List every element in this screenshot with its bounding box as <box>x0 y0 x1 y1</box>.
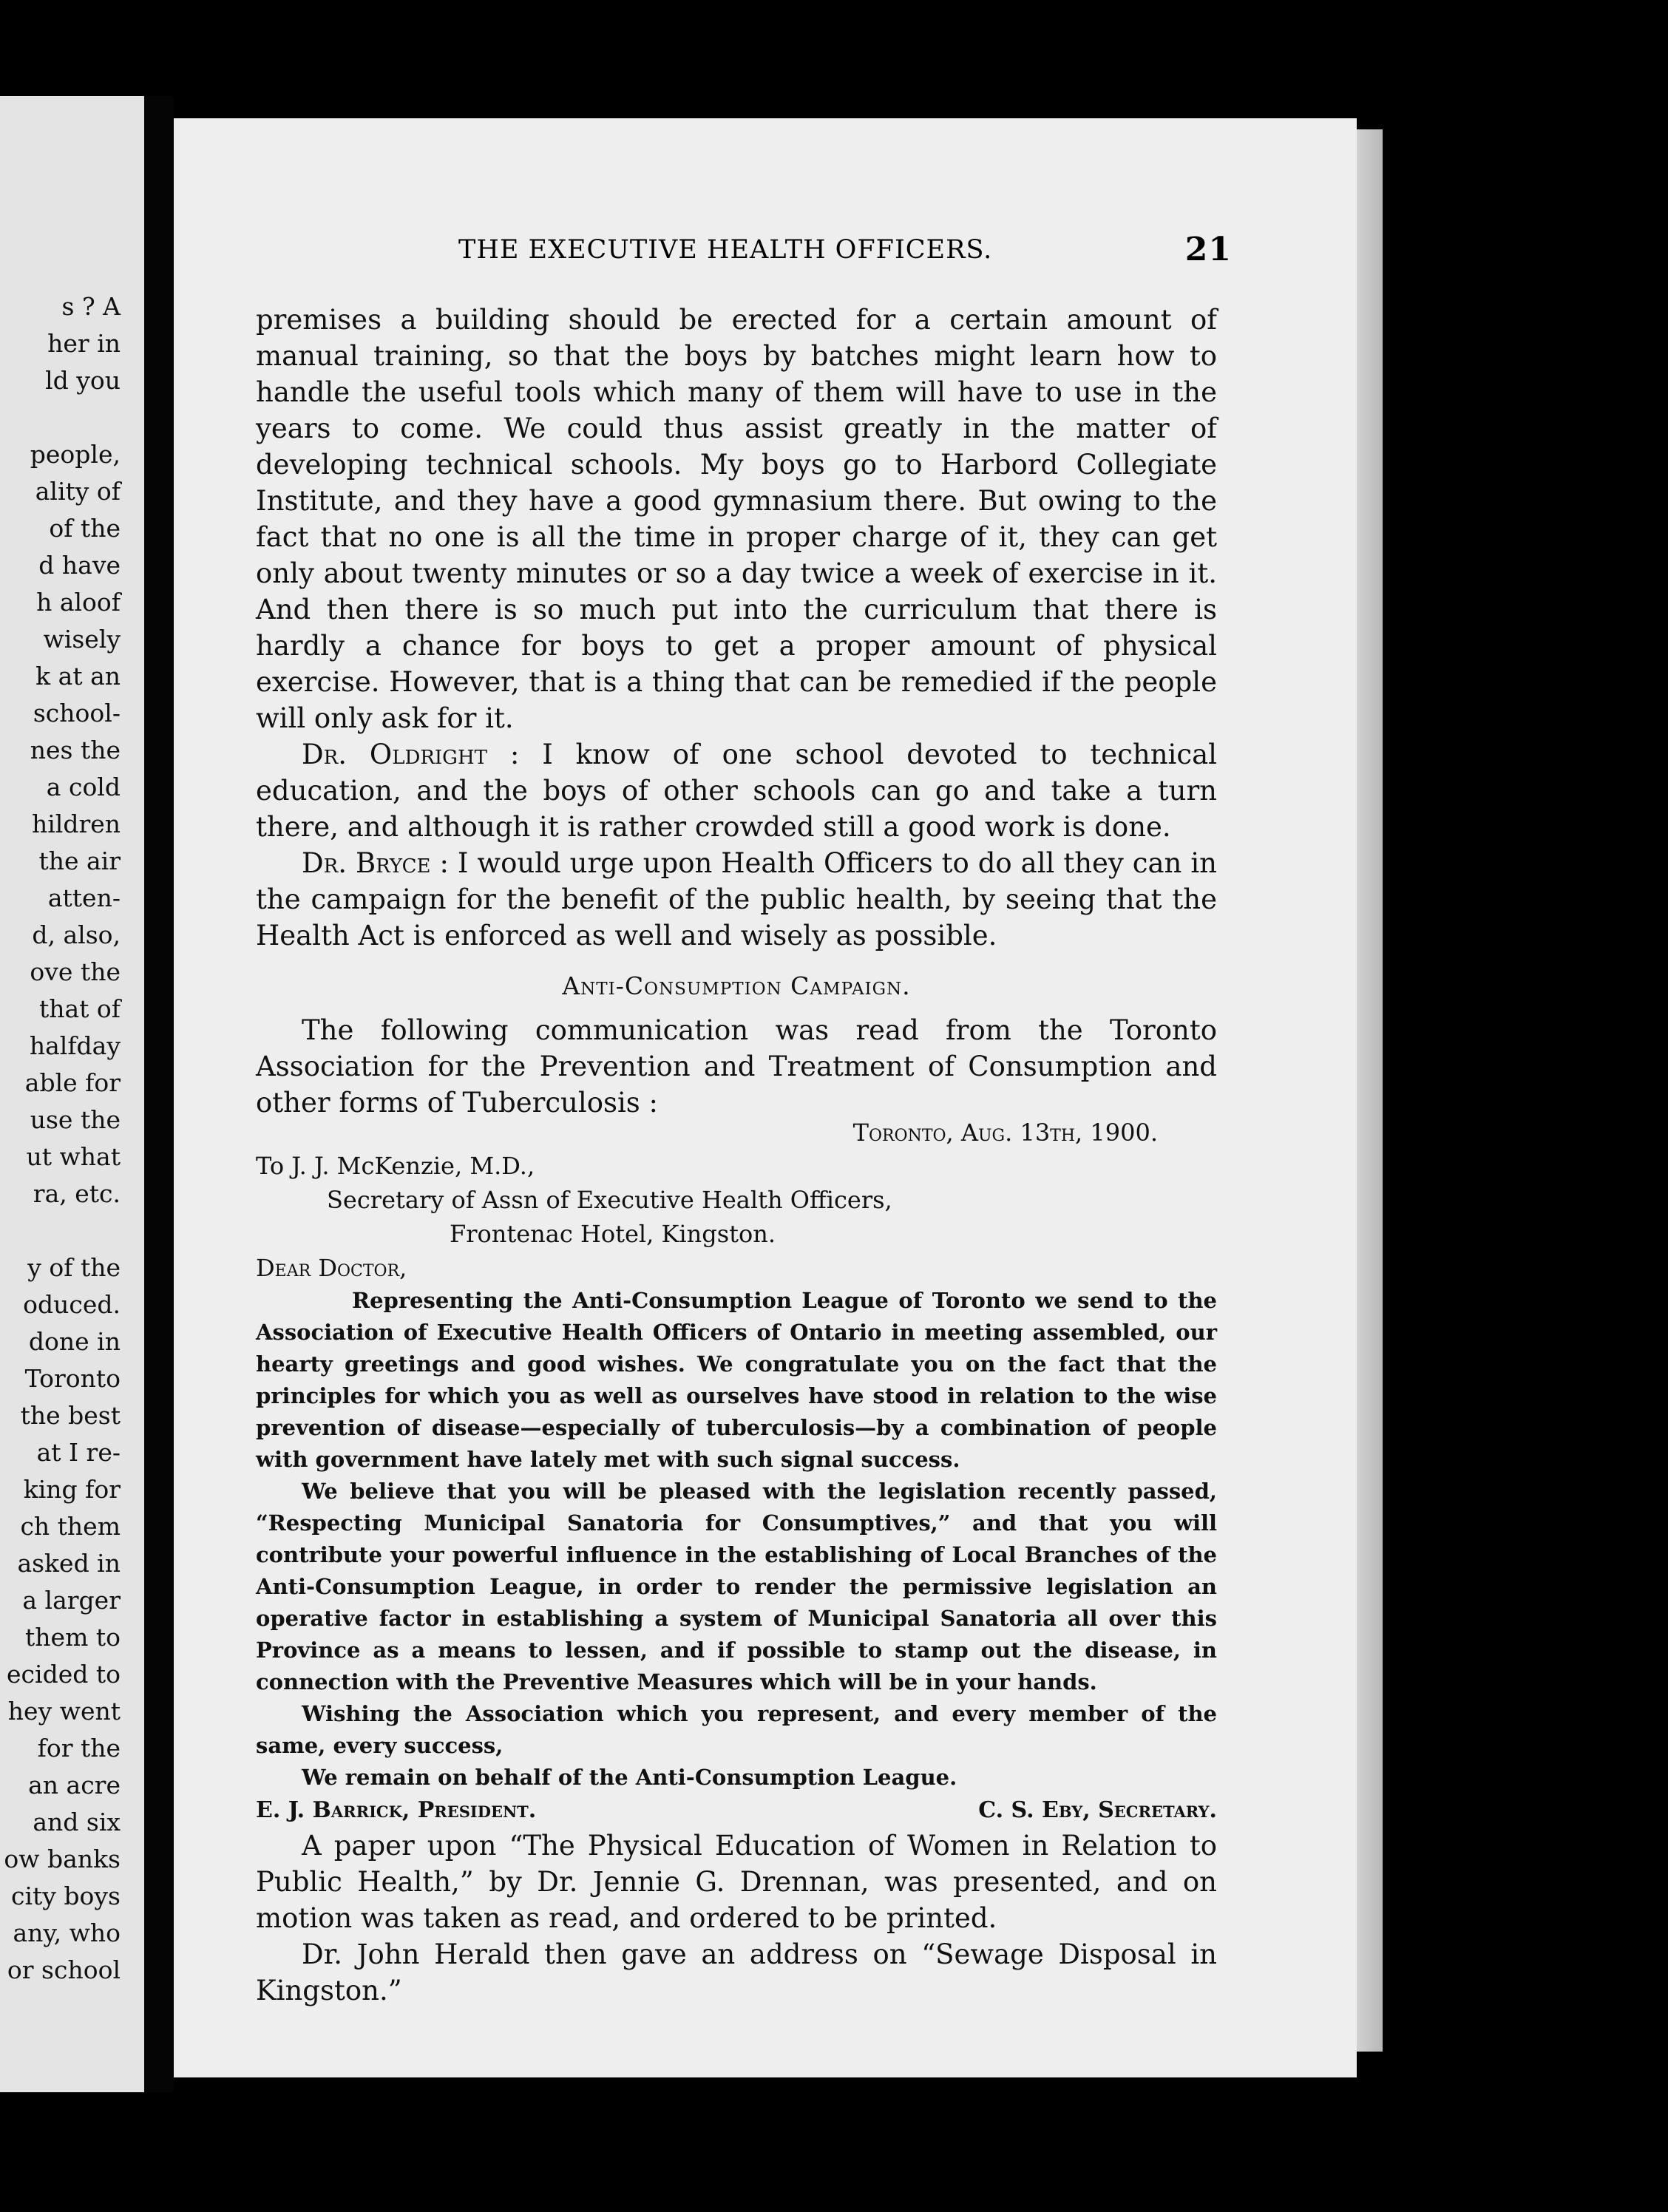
signature-secretary: C. S. Eby, Secretary. <box>978 1797 1217 1823</box>
paragraph-text: I know of one school devoted to technical education, and the boys of other schools can go and take a turn there, and although it is rather crowded still a good work is done. <box>256 739 1217 843</box>
left-page-line: asked in <box>17 1549 121 1578</box>
paragraph: The following communication was read from the Toronto Association for the Prevention and Treatment of Consumption and other forms of Tuberculosis : <box>256 1014 1217 1119</box>
left-page-line: city boys <box>10 1882 121 1910</box>
letter-salutation: Dear Doctor, <box>256 1254 407 1282</box>
left-page-line: Toronto <box>24 1364 121 1393</box>
left-page-line: d, also, <box>32 920 121 949</box>
left-page-line: any, who <box>13 1918 121 1947</box>
left-page-line: that of <box>38 994 121 1023</box>
left-page-line: ality of <box>35 477 121 506</box>
letter-addressee: To J. J. McKenzie, M.D., <box>256 1152 535 1180</box>
left-page-line: ecided to <box>7 1660 121 1689</box>
left-page-line: the air <box>38 847 121 875</box>
left-page-line: use the <box>30 1105 121 1134</box>
left-page-line: d have <box>38 551 121 580</box>
left-page-line: at I re- <box>36 1438 121 1467</box>
page-number: 21 <box>1184 231 1232 268</box>
letter-paragraph: We believe that you will be pleased with the legislation recently passed, “Respecting Municipal Sanatoria for Consumptives,” and that you will contribute your powerful influence in the establishing of Local Branches of the Anti-Consumption League, in order to render the permissive legislation an operative factor in establishing a system of Municipal Sanatoria all over this Province as a means to lessen, and if possible to stamp out the disease, in connection with the Preventive Measures which will be in your hands. <box>256 1479 1217 1694</box>
paragraph: premises a building should be erected for a certain amount of manual training, so that the boys by batches might learn how to handle the useful tools which many of them will have to use in the years to come. We could thus assist greatly in the matter of developing technical schools. My boys go to Harbord Collegiate Institute, and they have a good gymnasium there. But owing to the fact that no one is all the time in proper charge of it, they can get only about twenty minutes or so a day twice a week of exercise in it. And then there is so much put into the curriculum that there is hardly a chance for boys to get a proper amount of physical exercise. However, that is a thing that can be remedied if the people will only ask for it. <box>256 304 1217 734</box>
paragraph <box>256 736 1217 845</box>
speaker: Dr. Oldright : <box>302 739 520 770</box>
left-page-line: them to <box>25 1623 121 1652</box>
left-page-text <box>4 288 121 1989</box>
left-page-line: hey went <box>7 1697 121 1726</box>
signature-president: E. J. Barrick, President. <box>256 1797 537 1823</box>
left-page-line: ove the <box>30 957 121 986</box>
paragraph: Dr. John Herald then gave an address on “Sewage Disposal in Kingston.” <box>256 1938 1217 2006</box>
section-heading: Anti-Consumption Campaign. <box>562 971 911 1000</box>
left-page-line: ut what <box>26 1142 121 1171</box>
left-page-line <box>4 1212 121 1249</box>
left-page-line: ra, etc. <box>33 1179 121 1208</box>
left-page-line: ow banks <box>4 1845 121 1873</box>
left-page-line: wisely <box>43 625 121 654</box>
left-facing-page <box>0 96 152 2092</box>
speaker: Dr. Bryce : <box>302 847 449 879</box>
page-body <box>256 302 1217 2009</box>
left-page-line: oduced. <box>23 1290 121 1319</box>
paragraph: A paper upon “The Physical Education of Women in Relation to Public Health,” by Dr. Jennie G. Drennan, was presented, and on motion was taken as read, and ordered to be printed. <box>256 1830 1217 1934</box>
paragraph <box>256 845 1217 954</box>
letter-address-line: Secretary of Assn of Executive Health Officers, <box>327 1186 892 1214</box>
left-page-line: hildren <box>31 810 121 838</box>
left-page-line: h aloof <box>36 588 121 617</box>
left-page-line: king for <box>23 1475 121 1504</box>
running-head <box>458 231 1232 268</box>
left-page-line: of the <box>49 514 121 543</box>
left-page-line: halfday <box>29 1031 121 1060</box>
left-page-line: a larger <box>22 1586 121 1615</box>
letter-dateline: Toronto, Aug. 13th, 1900. <box>852 1119 1158 1147</box>
left-page-line: ld you <box>45 366 121 395</box>
left-page-line: done in <box>28 1327 121 1356</box>
left-page-line: k at an <box>35 662 121 691</box>
paragraph-text: I would urge upon Health Officers to do all they can in the campaign for the benefit of the public health, by seeing that the Health Act is enforced as well and wisely as possible. <box>256 847 1217 951</box>
running-head-title: THE EXECUTIVE HEALTH OFFICERS. <box>458 235 993 265</box>
left-page-line: her in <box>47 329 121 358</box>
left-page-line: and six <box>33 1808 121 1836</box>
letter-signatures <box>256 1794 1217 1828</box>
left-page-line: nes the <box>30 736 121 764</box>
left-page-line: atten- <box>47 883 121 912</box>
letter-paragraph: We remain on behalf of the Anti-Consumption League. <box>302 1765 957 1790</box>
left-page-line: a cold <box>46 773 121 801</box>
left-page-line: people, <box>30 440 121 469</box>
book-gutter <box>144 96 174 2092</box>
letter-paragraph: Representing the Anti-Consumption League of Toronto we send to the Association of Executive Health Officers of Ontario in meeting assembled, our hearty greetings and good wishes. We congratulate you on the fact that the principles for which you as well as ourselves have stood in relation to the wise prevention of disease—especially of tuberculosis—by a combination of people with government have lately met with such signal success. <box>256 1288 1217 1472</box>
left-page-line: school- <box>33 699 121 727</box>
left-page-line: or school <box>7 1955 121 1984</box>
left-page-line: for the <box>37 1734 121 1763</box>
left-page-line: ch them <box>20 1512 121 1541</box>
letter-address-line: Frontenac Hotel, Kingston. <box>450 1220 776 1248</box>
left-page-line: able for <box>24 1068 121 1097</box>
left-page-line: the best <box>20 1401 121 1430</box>
left-page-line <box>4 399 121 436</box>
letter-paragraph: Wishing the Association which you represent, and every member of the same, every success, <box>256 1701 1217 1758</box>
left-page-line: an acre <box>28 1771 121 1799</box>
left-page-line: s ? A <box>61 292 121 321</box>
left-page-line: y of the <box>27 1253 121 1282</box>
